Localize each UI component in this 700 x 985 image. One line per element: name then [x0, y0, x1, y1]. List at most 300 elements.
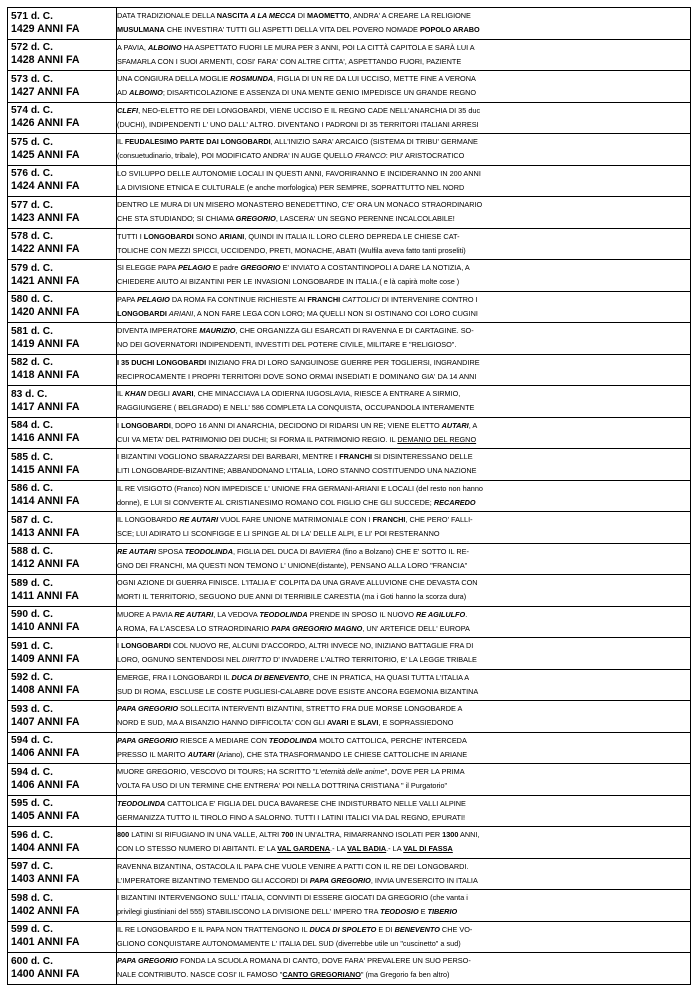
date-cell: [8, 71, 117, 103]
date-cell: [8, 953, 117, 985]
emphasized-text: PAPA GREGORIO: [117, 956, 179, 966]
event-text: COL NUOVO RE, ALCUNI D'ACCORDO, ALTRI INVECE NO, INIZIANO BATTAGLIE FRA DI: [170, 641, 474, 651]
event-text-line: [117, 419, 690, 433]
timeline-row: [8, 638, 691, 670]
years-ago-label: 1408 ANNI FA: [11, 684, 80, 697]
emphasized-text: TEODOLINDA: [268, 735, 318, 745]
event-text-line: [117, 118, 690, 132]
event-text: A ROMA, FA L'ASCESA LO STRAORDINARIO: [117, 623, 272, 633]
year-label: 582 d. C.: [11, 357, 53, 369]
event-text-line: [117, 937, 690, 951]
date-cell: [8, 732, 117, 764]
emphasized-text: FRANCHI: [307, 294, 341, 304]
year-label: 576 d. C.: [11, 168, 53, 180]
event-text: SPOSA: [155, 546, 185, 556]
event-cell: [117, 512, 691, 544]
event-text: FONDA LA SCUOLA ROMANA DI CANTO, DOVE FARA' PREVALERE UN SUO PERSO-: [178, 956, 471, 966]
event-text: DI INTERVENIRE CONTRO I: [379, 294, 478, 304]
emphasized-text: I 35 DUCHI LONGOBARDI: [117, 357, 207, 367]
date-cell: [8, 890, 117, 922]
event-text: , NEO-ELETTO RE DEI LONGOBARDI, VIENE UCCISO E IL REGNO CADE NELL'ANARCHIA DI 35 duc: [138, 105, 481, 115]
event-cell: [117, 795, 691, 827]
event-text: SFAMARLA CON I SUOI ARMENTI, COSI' FARA' CON ALTRE CITTA', ASPETTANDO FUORI, PAZIENTE: [117, 56, 462, 66]
event-cell: [117, 291, 691, 323]
timeline-row: [8, 134, 691, 166]
event-text-line: [117, 559, 690, 573]
emphasized-text: PELAGIO: [137, 294, 170, 304]
years-ago-label: 1426 ANNI FA: [11, 117, 80, 130]
event-text: PAPA: [117, 294, 138, 304]
event-text: SI ELEGGE PAPA: [117, 263, 178, 273]
year-label: 590 d. C.: [11, 609, 53, 621]
emphasized-text: BAVIERA: [309, 546, 341, 556]
event-text: D' INVADERE L'ALTRO TERRITORIO, E' LA LEGGE TRIBALE: [271, 655, 477, 665]
timeline-row: [8, 449, 691, 481]
event-text: DEGLI: [145, 389, 172, 399]
event-text: privilegi giustiniani del 555) STABILISCONO LA DIVISIONE DELL' IMPERO TRA: [117, 907, 381, 917]
event-cell: [117, 228, 691, 260]
event-text: PRESSO IL MARITO: [117, 749, 188, 759]
event-text: I BIZANTINI INTERVENGONO SULL' ITALIA, CONVINTI DI ESSERE GIOCATI DA GREGORIO (che vanta i: [117, 893, 468, 903]
years-ago-label: 1421 ANNI FA: [11, 274, 80, 287]
date-cell: [8, 417, 117, 449]
emphasized-text: PAPA GREGORIO: [117, 704, 179, 714]
years-ago-label: 1414 ANNI FA: [11, 495, 80, 508]
year-label: 595 d. C.: [11, 798, 53, 810]
event-text: IN UN'ALTRA, RIMARRANNO ISOLATI PER: [293, 830, 443, 840]
event-cell: [117, 732, 691, 764]
emphasized-text: A LA MECCA: [250, 11, 296, 21]
emphasized-text: RE AUTARI: [179, 515, 219, 525]
emphasized-text: CLEFI: [117, 105, 139, 115]
event-text: , DOPO 16 ANNI DI ANARCHIA, DECIDONO DI RIDARSI UN RE; VIENE ELETTO: [170, 420, 442, 430]
emphasized-text: MAOMETTO: [307, 11, 350, 21]
event-text: IL: [117, 137, 125, 147]
event-text-line: [117, 702, 690, 716]
event-text: , LA VEDOVA: [213, 609, 260, 619]
event-text-line: [117, 181, 690, 195]
timeline-row: [8, 417, 691, 449]
event-text: LITI LONGOBARDE-BIZANTINE; ABBANDONANO L'ITALIA, LORO STANNO COSTITUENDO UNA NAZIONE: [117, 466, 477, 476]
years-ago-label: 1411 ANNI FA: [11, 589, 79, 602]
event-cell: [117, 134, 691, 166]
event-cell: [117, 260, 691, 292]
timeline-row: [8, 890, 691, 922]
event-text: CHIEDERE AIUTO AI BIZANTINI PER LE INVASIONI LONGOBARDE IN ITALIA.( e là capirà molte cose ): [117, 277, 460, 287]
emphasized-text: TEODOLINDA: [259, 609, 308, 619]
event-text: INIZIANO FRA DI LORO SANGUINOSE GUERRE PER TOGLIERSI, INGRANDIRE: [206, 357, 480, 367]
event-text-line: [117, 779, 690, 793]
event-text-line: [117, 275, 690, 289]
emphasized-text: TEODOLINDA: [117, 798, 166, 808]
event-text: GLIONO CONQUISTARE AUTONOMAMENTE L' ITALIA DEL SUD (diverrebbe utile un "cuscinetto" a sud): [117, 938, 461, 948]
year-label: 589 d. C.: [11, 577, 53, 589]
date-cell: [8, 480, 117, 512]
event-text: L'IMPERATORE BIZANTINO TEMENDO GLI ACCORDI DI: [117, 875, 310, 885]
years-ago-label: 1420 ANNI FA: [11, 306, 80, 319]
emphasized-text: PAPA GREGORIO: [117, 735, 179, 745]
event-text: NALE CONTRIBUTO. NASCE COSI' IL FAMOSO ": [117, 970, 283, 980]
event-text-line: [117, 338, 690, 352]
date-cell: [8, 701, 117, 733]
event-text-line: [117, 797, 690, 811]
event-text-line: [117, 387, 690, 401]
year-label: 593 d. C.: [11, 703, 53, 715]
event-text: SONO: [193, 231, 220, 241]
event-text: SCE; LUI ADIRATO LI SCONFIGGE E LI SPINGE AL DI LA' DELLE ALPI, E LI' POI RESTERANNO: [117, 529, 440, 539]
event-cell: [117, 197, 691, 229]
timeline-row: [8, 921, 691, 953]
event-text-line: [117, 9, 690, 23]
emphasized-text: PAPA GREGORIO: [309, 875, 371, 885]
timeline-row: [8, 386, 691, 418]
event-text: E: [418, 907, 428, 917]
emphasized-text: RE AGILULFO: [416, 609, 466, 619]
event-cell: [117, 827, 691, 859]
date-cell: [8, 543, 117, 575]
event-text: ; DISARTICOLAZIONE E ASSENZA DI UNA MENTE GENIO IMPEDISCE UN GRANDE REGNO: [162, 88, 477, 98]
event-text-line: [117, 954, 690, 968]
timeline-row: [8, 827, 691, 859]
timeline-table: [7, 7, 691, 985]
event-text: LA DIVISIONE ETNICA E CULTURALE (e anche morfologica) PER SEMPRE, SOPRATTUTTO NEL NORD: [117, 182, 465, 192]
emphasized-text: FEUDALESIMO PARTE DAI LONGOBARDI: [124, 137, 271, 147]
timeline-row: [8, 354, 691, 386]
emphasized-text: KHAN: [124, 389, 146, 399]
event-text-line: [117, 356, 690, 370]
event-text: GERMANIZZA TUTTO IL TIROLO FINO A SALORNO. TUTTI I LATINI ITALICI VIA DAL REGNO, EPURATI!: [117, 812, 466, 822]
event-text-line: [117, 765, 690, 779]
event-text: , LASCERA' UN SEGNO PERENNE INCALCOLABILE!: [275, 214, 455, 224]
year-label: 574 d. C.: [11, 105, 53, 117]
emphasized-text: ARIANI: [219, 231, 245, 241]
year-label: 581 d. C.: [11, 325, 53, 337]
event-cell: [117, 386, 691, 418]
date-cell: [8, 795, 117, 827]
year-label: 580 d. C.: [11, 294, 53, 306]
event-text-line: [117, 86, 690, 100]
event-text: E' INVIATO A COSTANTINOPOLI A DARE LA NOTIZIA, A: [280, 263, 470, 273]
emphasized-text: ALBOINO: [129, 88, 163, 98]
event-text: PRENDE IN SPOSO IL NUOVO: [307, 609, 416, 619]
timeline-row: [8, 71, 691, 103]
timeline-row: [8, 480, 691, 512]
event-cell: [117, 8, 691, 40]
emphasized-text: DEMANIO DEL REGNO: [397, 434, 477, 444]
emphasized-text: VAL GARDENA: [277, 844, 331, 854]
event-text-line: [117, 293, 690, 307]
event-text: SI DISINTERESSANO DELLE: [372, 452, 473, 462]
year-label: 577 d. C.: [11, 199, 53, 211]
event-text-line: [117, 513, 690, 527]
emphasized-text: NASCITA: [216, 11, 251, 21]
years-ago-label: 1419 ANNI FA: [11, 337, 80, 350]
emphasized-text: VAL DI FASSA: [403, 844, 453, 854]
event-text: CON LO STESSO NUMERO DI ABITANTI. E' LA: [117, 844, 278, 854]
event-text: E: [348, 718, 358, 728]
event-text-line: [117, 842, 690, 856]
emphasized-text: VAL BADIA: [347, 844, 387, 854]
event-text: HA ASPETTATO FUORI LE MURA PER 3 ANNI, POI LA CITTÀ CAPITOLA E SARÀ LUI A: [181, 42, 475, 52]
event-text-line: [117, 671, 690, 685]
event-cell: [117, 480, 691, 512]
emphasized-text: RE AUTARI: [117, 546, 156, 556]
years-ago-label: 1428 ANNI FA: [11, 54, 80, 67]
event-text: (Ariano), CHE STA TRASFORMANDO LE CHIESE CATTOLICHE IN ARIANE: [214, 749, 468, 759]
event-text: (DUCHI), INDIPENDENTI L' UNO DALL' ALTRO. DIVENTANO I PADRONI DI 35 TERRITORI ITALIANI ARRESI: [117, 119, 479, 129]
event-text: CHE STA STUDIANDO; SI CHIAMA: [117, 214, 236, 224]
event-text: IL RE VISIGOTO (Franco) NON IMPEDISCE L' UNIONE FRA GERMANI-ARIANI E LOCALI (del resto non hanno: [117, 483, 483, 493]
event-text: I: [117, 641, 122, 651]
event-text-line: [117, 104, 690, 118]
event-text: , A: [468, 420, 478, 430]
event-cell: [117, 921, 691, 953]
emphasized-text: 1300: [442, 830, 459, 840]
event-text: AD: [117, 88, 130, 98]
emphasized-text: FRANCO: [354, 151, 386, 161]
event-cell: [117, 102, 691, 134]
years-ago-label: 1405 ANNI FA: [11, 810, 80, 823]
years-ago-label: 1416 ANNI FA: [11, 432, 80, 445]
date-cell: [8, 228, 117, 260]
event-text-line: [117, 811, 690, 825]
event-text-line: [117, 370, 690, 384]
year-label: 572 d. C.: [11, 42, 53, 54]
event-text-line: [117, 968, 690, 982]
event-text-line: [117, 608, 690, 622]
emphasized-text: AVARI: [326, 718, 349, 728]
year-label: 575 d. C.: [11, 136, 53, 148]
emphasized-text: LONGOBARDI: [117, 308, 167, 318]
emphasized-text: ARIANI: [168, 308, 194, 318]
emphasized-text: BENEVENTO: [394, 924, 440, 934]
timeline-row: [8, 197, 691, 229]
year-label: 598 d. C.: [11, 892, 53, 904]
date-cell: [8, 197, 117, 229]
event-text: , CHE IN PRATICA, HA QUASI TUTTA L'ITALIA A: [308, 672, 470, 682]
event-text: VOLTA FA USO DI UN TERMINE CHE ENTRERA' POI NELLA DOTTRINA CRISTIANA " il Purgatorio": [117, 781, 448, 791]
date-cell: [8, 165, 117, 197]
emphasized-text: LONGOBARDI: [121, 641, 171, 651]
date-cell: [8, 386, 117, 418]
date-cell: [8, 449, 117, 481]
year-label: 594 d. C.: [11, 735, 53, 747]
timeline-row: [8, 575, 691, 607]
date-cell: [8, 669, 117, 701]
year-label: 600 d. C.: [11, 955, 53, 967]
event-text-line: [117, 576, 690, 590]
event-text-line: [117, 653, 690, 667]
date-cell: [8, 921, 117, 953]
event-text: UNA CONGIURA DELLA MOGLIE: [117, 74, 231, 84]
years-ago-label: 1425 ANNI FA: [11, 148, 80, 161]
event-text: IL: [117, 389, 125, 399]
event-text: RAGGIUNGERE ( BELGRADO) E NELL' 586 COMPLETA LA CONQUISTA, OCCUPANDOLA INTERAMENTE: [117, 403, 475, 413]
years-ago-label: 1429 ANNI FA: [11, 22, 80, 35]
event-text: A PAVIA,: [117, 42, 148, 52]
event-text: EMERGE, FRA I LONGOBARDI IL: [117, 672, 232, 682]
event-text-line: [117, 545, 690, 559]
event-text: , QUINDI IN ITALIA IL LORO CLERO DEPREDA LE CHIESE CAT-: [244, 231, 460, 241]
timeline-row: [8, 228, 691, 260]
event-text: CUI VA META' DEL PATRIMONIO DEI DUCHI; SI FORMA IL PATRIMONIO REGIO. IL: [117, 434, 398, 444]
date-cell: [8, 512, 117, 544]
event-text: ", DOVE PER LA PRIMA: [384, 767, 465, 777]
emphasized-text: AUTARI: [187, 749, 215, 759]
date-cell: [8, 291, 117, 323]
emphasized-text: DUCA DI SPOLETO: [309, 924, 377, 934]
year-label: 599 d. C.: [11, 924, 53, 936]
event-cell: [117, 953, 691, 985]
event-text: GNO DEI FRANCHI, MA QUESTI NON TEMONO L' UNIONE(distante), PENSANO ALLA LORO "FRANCIA": [117, 560, 468, 570]
event-text: MORTI IL TERRITORIO, SEGUONO DUE ANNI DI TERRIBILE CARESTIA (ma i Goti hanno la scorza dura): [117, 592, 467, 602]
event-text: MUORE GREGORIO, VESCOVO DI TOURS; HA SCRITTO ": [117, 767, 316, 777]
emphasized-text: MAURIZIO: [199, 326, 236, 336]
event-text: RAVENNA BIZANTINA, OSTACOLA IL PAPA CHE VUOLE VENIRE A PATTI CON IL RE DEI LONGOBARDI.: [117, 861, 469, 871]
emphasized-text: AVARI: [171, 389, 194, 399]
timeline-row: [8, 953, 691, 985]
emphasized-text: ROSMUNDA: [230, 74, 274, 84]
timeline-row: [8, 8, 691, 40]
date-cell: [8, 260, 117, 292]
event-text-line: [117, 923, 690, 937]
event-text: , A NON FARE LEGA CON LORO; MA QUELLI NON SI OSTINANO COI LORO CUGINI: [193, 308, 478, 318]
emphasized-text: GREGORIO: [240, 263, 281, 273]
date-cell: [8, 575, 117, 607]
date-cell: [8, 827, 117, 859]
event-text: DATA TRADIZIONALE DELLA: [117, 11, 217, 21]
emphasized-text: GREGORIO: [235, 214, 276, 224]
event-text-line: [117, 72, 690, 86]
year-label: 586 d. C.: [11, 483, 53, 495]
event-text-line: [117, 874, 690, 888]
years-ago-label: 1409 ANNI FA: [11, 652, 80, 665]
event-text: DA ROMA FA CONTINUE RICHIESTE AI: [169, 294, 308, 304]
date-cell: [8, 638, 117, 670]
event-text: , CHE MINACCIAVA LA ODIERNA IUGOSLAVIA, RIESCE A ENTRARE A SIRMIO,: [193, 389, 461, 399]
timeline-row: [8, 543, 691, 575]
event-text: IL RE LONGOBARDO E IL PAPA NON TRATTENGONO IL: [117, 924, 310, 934]
event-text: (consuetudinario, tribale), POI MODIFICATO ANDRA' IN AUGE QUELLO: [117, 151, 355, 161]
event-text: : PIU' ARISTOCRATICO: [385, 151, 465, 161]
years-ago-label: 1402 ANNI FA: [11, 904, 80, 917]
event-cell: [117, 39, 691, 71]
event-cell: [117, 323, 691, 355]
event-text: , FIGLIA DEL DUCA DI: [232, 546, 310, 556]
emphasized-text: FRANCHI: [372, 515, 406, 525]
event-text: " (ma Gregorio fa ben altro): [360, 970, 450, 980]
emphasized-text: CANTO GREGORIANO: [282, 970, 361, 980]
timeline-row: [8, 512, 691, 544]
event-text: LATINI SI RIFUGIANO IN UNA VALLE, ALTRI: [129, 830, 282, 840]
event-text: TOLICHE CON MEZZI SPICCI, UCCIDENDO, PRETI, MONACHE, ABATI (Wulfila aveva fatto tanti proseliti): [117, 245, 466, 255]
event-text: , ALL'INIZIO SARA' ARCAICO (SISTEMA DI TRIBU' GERMANE: [270, 137, 478, 147]
emphasized-text: PELAGIO: [177, 263, 211, 273]
emphasized-text: L'eternità delle anime: [315, 767, 385, 777]
year-label: 597 d. C.: [11, 861, 53, 873]
event-cell: [117, 858, 691, 890]
year-label: 579 d. C.: [11, 262, 53, 274]
event-text: LO SVILUPPO DELLE AUTONOMIE LOCALI IN QUESTI ANNI, FAVORIRANNO E INCIDERANNO IN 200 ANNI: [117, 168, 481, 178]
event-text: .: [465, 609, 468, 619]
emphasized-text: SLAVI: [357, 718, 379, 728]
emphasized-text: FRANCHI: [339, 452, 373, 462]
event-text: donne), E LUI SI CONVERTE AL CRISTIANESIMO ROMANO COL FIGLIO CHE GLI SUCCEDE;: [117, 497, 434, 507]
years-ago-label: 1417 ANNI FA: [11, 400, 80, 413]
event-text-line: [117, 527, 690, 541]
event-text-line: [117, 905, 690, 919]
event-cell: [117, 354, 691, 386]
event-text-line: [117, 622, 690, 636]
emphasized-text: CATTOLICI: [342, 294, 380, 304]
event-cell: [117, 71, 691, 103]
event-text-line: [117, 212, 690, 226]
event-cell: [117, 890, 691, 922]
years-ago-label: 1401 ANNI FA: [11, 936, 80, 949]
event-cell: [117, 764, 691, 796]
year-label: 585 d. C.: [11, 451, 53, 463]
event-text-line: [117, 244, 690, 258]
event-text: VUOL FARE UNIONE MATRIMONIALE CON I: [218, 515, 373, 525]
event-text: CHE INVESTIRA' TUTTI GLI ASPETTI DELLA VITA DEL POVERO NOMADE: [164, 25, 420, 35]
emphasized-text: DIRITTO: [242, 655, 272, 665]
event-cell: [117, 417, 691, 449]
event-text: NORD E SUD, MA A BISANZIO HANNO DIFFICOLTA' CON GLI: [117, 718, 327, 728]
timeline-row: [8, 102, 691, 134]
timeline-row: [8, 764, 691, 796]
event-text: MOLTO CATTOLICA, PERCHE' INTERCEDA: [317, 735, 467, 745]
event-text-line: [117, 401, 690, 415]
year-label: 587 d. C.: [11, 514, 53, 526]
years-ago-label: 1418 ANNI FA: [11, 369, 80, 382]
event-text-line: [117, 496, 690, 510]
emphasized-text: TEODOLINDA: [184, 546, 233, 556]
event-text-line: [117, 55, 690, 69]
date-cell: [8, 606, 117, 638]
event-text: , CHE PERO' FALLI-: [405, 515, 473, 525]
event-text-line: [117, 23, 690, 37]
event-text-line: [117, 828, 690, 842]
event-cell: [117, 543, 691, 575]
event-text-line: [117, 230, 690, 244]
timeline-body: [8, 8, 691, 985]
emphasized-text: POPOLO ARABO: [419, 25, 480, 35]
event-text: .- LA: [330, 844, 348, 854]
year-label: 591 d. C.: [11, 640, 53, 652]
year-label: 571 d. C.: [11, 10, 53, 22]
timeline-row: [8, 701, 691, 733]
date-cell: [8, 858, 117, 890]
emphasized-text: LONGOBARDI: [143, 231, 194, 241]
emphasized-text: 700: [281, 830, 294, 840]
years-ago-label: 1412 ANNI FA: [11, 558, 80, 571]
event-text: RECIPROCAMENTE I PROPRI TERRITORI DOVE SONO ORMAI INSEDIATI E DOMINANO GIA' DA 14 ANNI: [117, 371, 477, 381]
event-text-line: [117, 590, 690, 604]
event-text: , INVIA UN'ESERCITO IN ITALIA: [370, 875, 478, 885]
event-text: CHE VO-: [439, 924, 473, 934]
event-text: , CHE ORGANIZZA GLI ESARCATI DI RAVENNA E DI CARTAGINE. SO-: [235, 326, 474, 336]
event-text-line: [117, 433, 690, 447]
years-ago-label: 1404 ANNI FA: [11, 841, 80, 854]
event-text-line: [117, 639, 690, 653]
event-cell: [117, 669, 691, 701]
event-text: OGNI AZIONE DI GUERRA FINISCE. L'ITALIA E' COLPITA DA UNA GRAVE ALLUVIONE CHE DEVASTA CON: [117, 578, 478, 588]
timeline-row: [8, 39, 691, 71]
event-text-line: [117, 685, 690, 699]
event-text-line: [117, 464, 690, 478]
date-cell: [8, 764, 117, 796]
event-text-line: [117, 135, 690, 149]
